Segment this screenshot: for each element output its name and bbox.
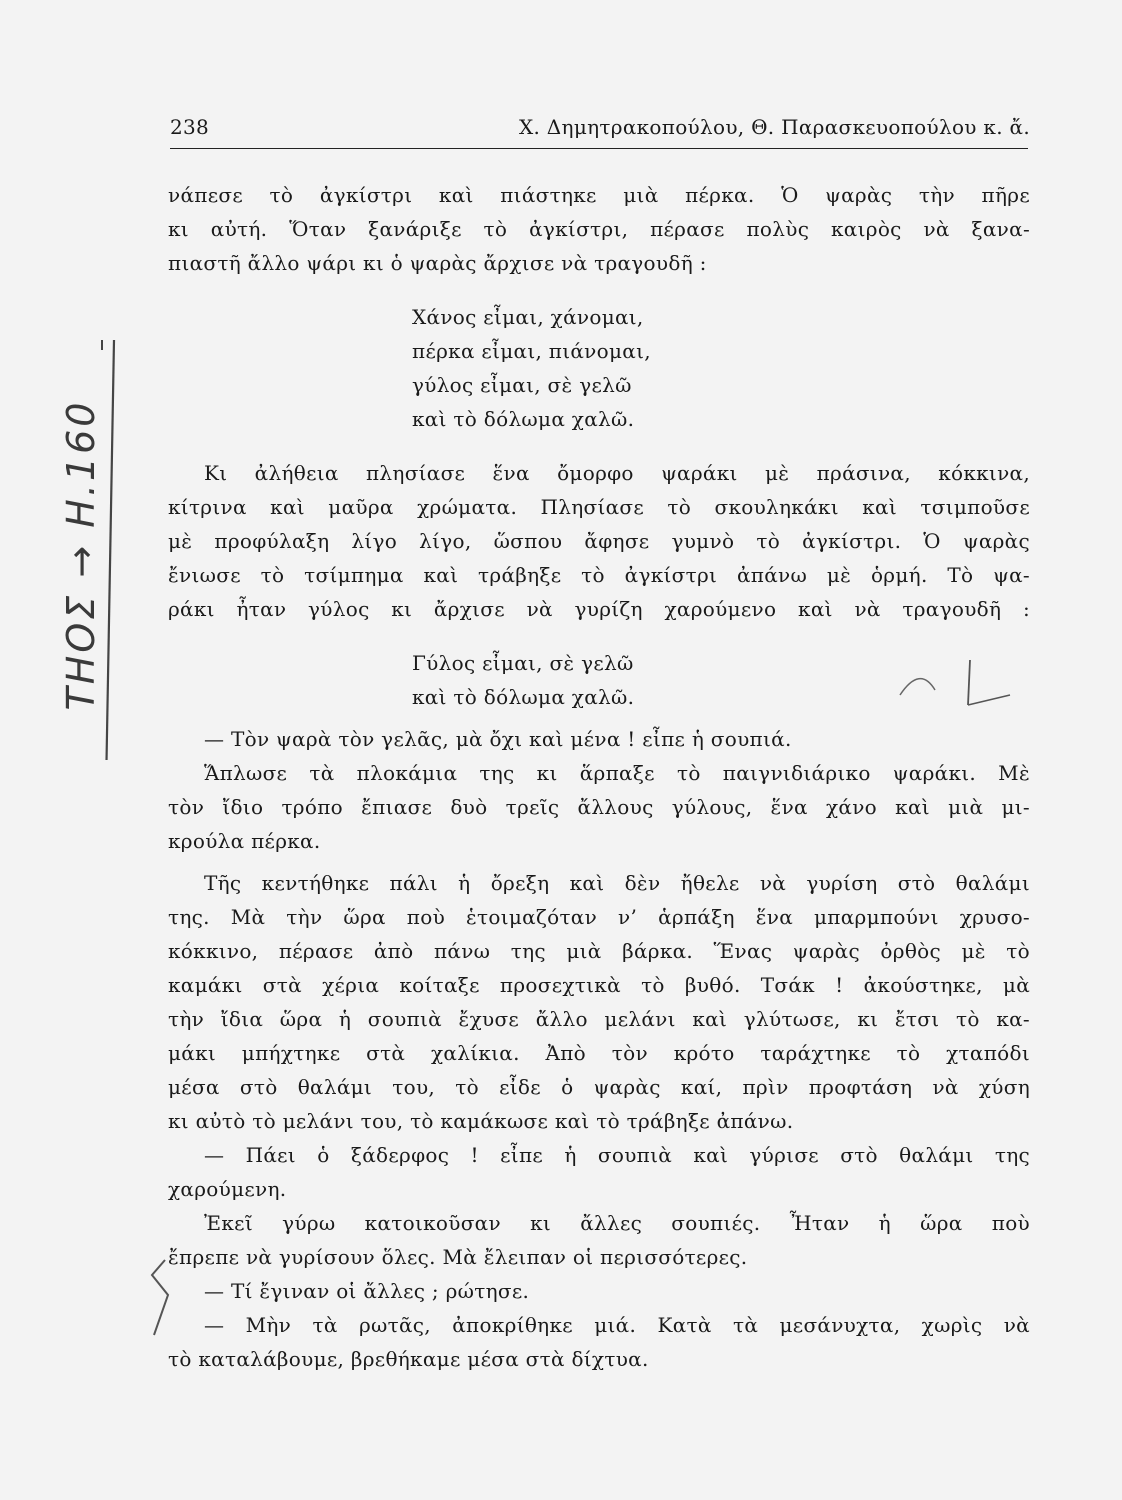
running-head (170, 112, 1030, 142)
paragraph-2 (168, 456, 1030, 626)
page-number: 238 (170, 115, 210, 139)
margin-note-text: ΤΗΟΣ → Η.160 (59, 399, 103, 711)
text-line: — Μὴν τὰ ρωτᾶς, ἀποκρίθηκε μιά. Κατὰ τὰ μεσάνυχτα, χωρὶς νὰ (204, 1313, 1030, 1337)
handwritten-margin-note (14, 340, 124, 760)
text-line: τὴν ἴδια ὥρα ἡ σουπιὰ ἔχυσε ἄλλο μελάνι καὶ γλύτωσε, κι ἔτσι τὸ κα- (168, 1007, 1030, 1031)
verse-2 (412, 646, 1030, 714)
text-line: καμάκι στὰ χέρια κοίταξε προσεχτικὰ τὸ βυθό. Τσάκ ! ἀκούστηκε, μὰ (168, 973, 1030, 997)
text-line: της. Μὰ τὴν ὥρα ποὺ ἑτοιμαζόταν ν’ ἁρπάξη ἕνα μπαρμπούνι χρυσο- (168, 905, 1030, 929)
verse-1 (412, 300, 1030, 436)
paragraph-4 (168, 756, 1030, 858)
text-line: — Τὸν ψαρὰ τὸν γελᾶς, μὰ ὄχι καὶ μένα ! εἶπε ἡ σουπιά. (204, 727, 792, 751)
text-line: μέσα στὸ θαλάμι του, τὸ εἶδε ὁ ψαρὰς καί, πρὶν προφτάση νὰ χύση (168, 1075, 1030, 1099)
header-rule (170, 148, 1028, 149)
paragraph-3 (168, 722, 1030, 756)
text-line: μὲ προφύλαξη λίγο λίγο, ὥσπου ἄφησε γυμνὸ τὸ ἀγκίστρι. Ὁ ψαρὰς (168, 529, 1030, 553)
verse-line: Γύλος εἶμαι, σὲ γελῶ (412, 651, 634, 675)
header-title: Χ. Δημητρακοπούλου, Θ. Παρασκευοπούλου κ. ἄ. (518, 115, 1030, 139)
verse-line: γύλος εἶμαι, σὲ γελῶ (412, 373, 632, 397)
verse-line: πέρκα εἶμαι, πιάνομαι, (412, 339, 651, 363)
text-line: Ἅπλωσε τὰ πλοκάμια της κι ἅρπαξε τὸ παιγνιδιάρικο ψαράκι. Μὲ (204, 761, 1030, 785)
text-line: Τῆς κεντήθηκε πάλι ἡ ὄρεξη καὶ δὲν ἤθελε νὰ γυρίση στὸ θαλάμι (204, 871, 1030, 895)
paragraph-5 (168, 866, 1030, 1138)
text-line: ἔπρεπε νὰ γυρίσουν ὅλες. Μὰ ἔλειπαν οἱ περισσότερες. (168, 1245, 748, 1269)
text-line: — Πάει ὁ ξάδερφος ! εἶπε ἡ σουπιὰ καὶ γύρισε στὸ θαλάμι της (204, 1143, 1030, 1167)
paragraph-8 (168, 1274, 1030, 1308)
text-line: τὸν ἴδιο τρόπο ἔπιασε δυὸ τρεῖς ἄλλους γύλους, ἕνα χάνο καὶ μιὰ μι- (168, 795, 1030, 819)
paragraph-7 (168, 1206, 1030, 1274)
text-line: ράκι ἦταν γύλος κι ἄρχισε νὰ γυρίζη χαρούμενο καὶ νὰ τραγουδῆ : (168, 597, 1030, 621)
verse-line: καὶ τὸ δόλωμα χαλῶ. (412, 685, 635, 709)
body-text (168, 178, 1030, 1376)
text-line: πιαστῆ ἄλλο ψάρι κι ὁ ψαρὰς ἄρχισε νὰ τραγουδῆ : (168, 251, 707, 275)
text-line: κίτρινα καὶ μαῦρα χρώματα. Πλησίασε τὸ σκουληκάκι καὶ τσιμποῦσε (168, 495, 1030, 519)
text-line: κρούλα πέρκα. (168, 829, 321, 853)
text-line: κι αὐτή. Ὅταν ξανάριξε τὸ ἀγκίστρι, πέρασε πολὺς καιρὸς νὰ ξανα- (168, 217, 1030, 241)
text-line: ἔνιωσε τὸ τσίμπημα καὶ τράβηξε τὸ ἀγκίστρι ἀπάνω μὲ ὁρμή. Τὸ ψα- (168, 563, 1030, 587)
text-line: Κι ἀλήθεια πλησίασε ἕνα ὄμορφο ψαράκι μὲ πράσινα, κόκκινα, (204, 461, 1030, 485)
text-line: χαρούμενη. (168, 1177, 287, 1201)
verse-line: καὶ τὸ δόλωμα χαλῶ. (412, 407, 635, 431)
paragraph-6 (168, 1138, 1030, 1206)
text-line: Ἐκεῖ γύρω κατοικοῦσαν κι ἄλλες σουπιές. Ἦταν ἡ ὥρα ποὺ (204, 1211, 1030, 1235)
paragraph-9 (168, 1308, 1030, 1376)
text-line: μάκι μπήχτηκε στὰ χαλίκια. Ἀπὸ τὸν κρότο ταράχτηκε τὸ χταπόδι (168, 1041, 1030, 1065)
paragraph-1 (168, 178, 1030, 280)
text-line: τὸ καταλάβουμε, βρεθήκαμε μέσα στὰ δίχτυα. (168, 1347, 649, 1371)
text-line: κι αὐτὸ τὸ μελάνι του, τὸ καμάκωσε καὶ τὸ τράβηξε ἀπάνω. (168, 1109, 794, 1133)
text-line: νάπεσε τὸ ἀγκίστρι καὶ πιάστηκε μιὰ πέρκα. Ὁ ψαρὰς τὴν πῆρε (168, 183, 1030, 207)
verse-line: Χάνος εἶμαι, χάνομαι, (412, 305, 644, 329)
text-line: — Τί ἔγιναν οἱ ἄλλες ; ρώτησε. (204, 1279, 530, 1303)
text-line: κόκκινο, πέρασε ἀπὸ πάνω της μιὰ βάρκα. Ἕνας ψαρὰς ὀρθὸς μὲ τὸ (168, 939, 1030, 963)
